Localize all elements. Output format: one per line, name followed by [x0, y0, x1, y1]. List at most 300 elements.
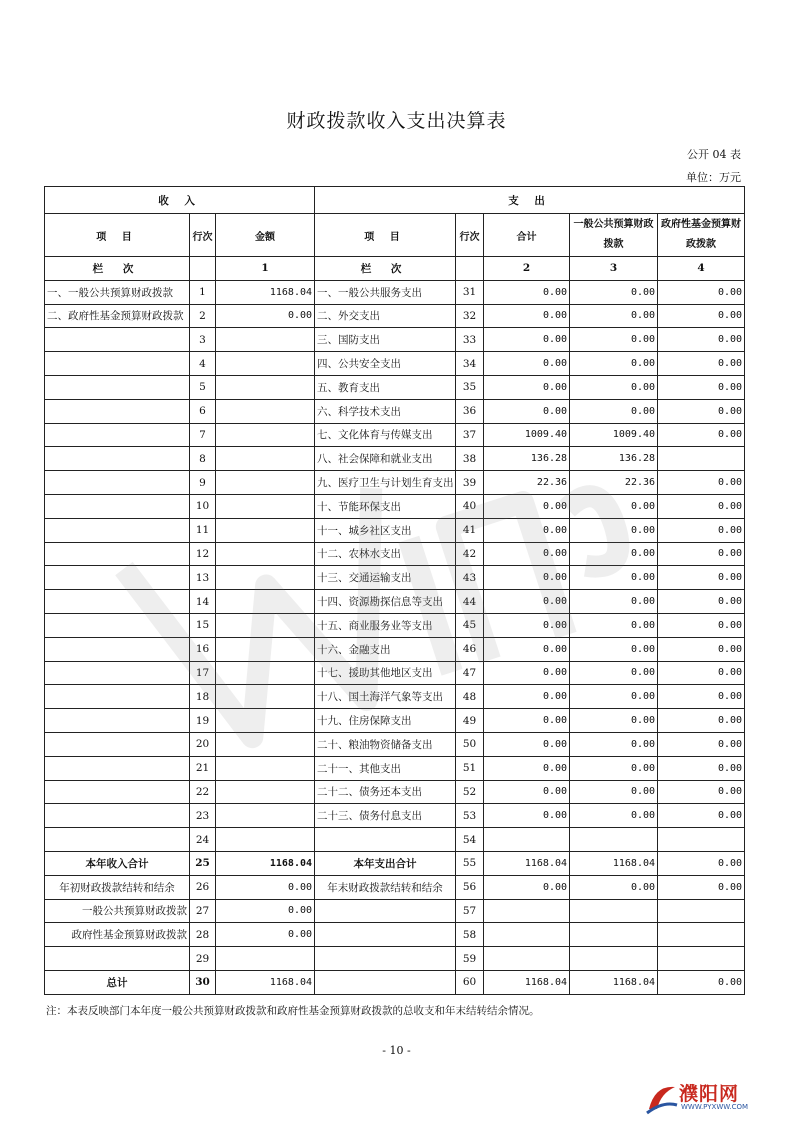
income-row-no-cell: 26: [190, 875, 216, 899]
expense-item-cell: 本年支出合计: [315, 851, 456, 875]
total-cell: 0.00: [484, 375, 570, 399]
gov-fund-cell: [658, 828, 745, 852]
income-amount-cell: [216, 709, 315, 733]
total-cell: 0.00: [484, 518, 570, 542]
logo-swoosh-icon: [645, 1079, 679, 1117]
general-budget-cell: 1009.40: [570, 423, 658, 447]
income-amount-cell: 1168.04: [216, 851, 315, 875]
income-item-cell: [45, 328, 190, 352]
total-cell: [484, 947, 570, 971]
gov-fund-cell: 0.00: [658, 590, 745, 614]
income-amount-cell: [216, 471, 315, 495]
income-amount-cell: [216, 804, 315, 828]
income-item-cell: 总计: [45, 970, 190, 994]
gov-fund-cell: 0.00: [658, 756, 745, 780]
table-row: [45, 709, 745, 733]
income-row-no-cell: 18: [190, 685, 216, 709]
total-header: 合计: [484, 214, 570, 257]
gov-fund-cell: [658, 947, 745, 971]
income-row-no-cell: 21: [190, 756, 216, 780]
table-row: [45, 732, 745, 756]
expense-row-no-cell: 55: [456, 851, 484, 875]
expense-row-no-cell: 35: [456, 375, 484, 399]
expense-item-cell: 五、教育支出: [315, 375, 456, 399]
gov-fund-cell: 0.00: [658, 518, 745, 542]
income-row-no-cell: 30: [190, 970, 216, 994]
expense-item-cell: 年末财政拨款结转和结余: [315, 875, 456, 899]
table-row: [45, 328, 745, 352]
general-budget-cell: 0.00: [570, 613, 658, 637]
expense-row-no-cell: 31: [456, 280, 484, 304]
total-cell: 0.00: [484, 613, 570, 637]
general-budget-cell: 0.00: [570, 280, 658, 304]
general-budget-cell: 0.00: [570, 732, 658, 756]
total-cell: 0.00: [484, 352, 570, 376]
expense-row-no-cell: 33: [456, 328, 484, 352]
gov-fund-cell: 0.00: [658, 494, 745, 518]
expense-row-no-cell: 49: [456, 709, 484, 733]
expense-row-no-cell: 50: [456, 732, 484, 756]
expense-row-no-cell: 45: [456, 613, 484, 637]
expense-row-no-cell: 40: [456, 494, 484, 518]
expense-item-cell: 十四、资源勘探信息等支出: [315, 590, 456, 614]
gov-fund-cell: 0.00: [658, 542, 745, 566]
income-amount-cell: [216, 613, 315, 637]
expense-item-cell: 六、科学技术支出: [315, 399, 456, 423]
income-item-cell: [45, 518, 190, 542]
income-row-no-cell: 6: [190, 399, 216, 423]
expense-row-no-cell: 48: [456, 685, 484, 709]
income-item-cell: [45, 590, 190, 614]
general-budget-cell: 0.00: [570, 780, 658, 804]
general-budget-cell: [570, 947, 658, 971]
total-cell: 136.28: [484, 447, 570, 471]
expense-row-no-cell: 53: [456, 804, 484, 828]
income-item-cell: [45, 637, 190, 661]
total-cell: 0.00: [484, 875, 570, 899]
expense-row-no-cell: 41: [456, 518, 484, 542]
general-budget-cell: 0.00: [570, 375, 658, 399]
gov-fund-cell: 0.00: [658, 423, 745, 447]
general-budget-cell: [570, 828, 658, 852]
total-cell: 0.00: [484, 732, 570, 756]
income-amount-cell: [216, 542, 315, 566]
income-item-cell: [45, 423, 190, 447]
income-amount-cell: [216, 375, 315, 399]
expense-item-cell: 十、节能环保支出: [315, 494, 456, 518]
gov-fund-cell: 0.00: [658, 780, 745, 804]
page-number: - 10 -: [382, 1044, 411, 1057]
income-item-cell: [45, 709, 190, 733]
income-row-no-cell: 27: [190, 899, 216, 923]
total-cell: 1168.04: [484, 970, 570, 994]
expense-item-cell: 二十二、债务还本支出: [315, 780, 456, 804]
income-row-no-cell: 11: [190, 518, 216, 542]
table-row: [45, 542, 745, 566]
income-row-no-cell: 17: [190, 661, 216, 685]
logo-name: 濮阳网: [679, 1083, 740, 1105]
income-amount-cell: [216, 828, 315, 852]
general-budget-cell: 1168.04: [570, 970, 658, 994]
table-row: [45, 970, 745, 994]
table-row: [45, 637, 745, 661]
expense-item-cell: 十三、交通运输支出: [315, 566, 456, 590]
expense-item-cell: 十九、住房保障支出: [315, 709, 456, 733]
expense-item-cell: 七、文化体育与传媒支出: [315, 423, 456, 447]
expense-row-no-cell: 36: [456, 399, 484, 423]
table-row: [45, 613, 745, 637]
income-item-cell: [45, 685, 190, 709]
gov-fund-cell: 0.00: [658, 875, 745, 899]
expense-row-no-cell: 51: [456, 756, 484, 780]
expense-item-cell: 十八、国土海洋气象等支出: [315, 685, 456, 709]
total-cell: 22.36: [484, 471, 570, 495]
income-row-no-cell: 14: [190, 590, 216, 614]
general-budget-cell: 0.00: [570, 542, 658, 566]
col-index-4: 4: [658, 257, 745, 281]
table-row: [45, 899, 745, 923]
income-amount-cell: 1168.04: [216, 280, 315, 304]
gov-fund-cell: 0.00: [658, 970, 745, 994]
total-cell: 0.00: [484, 304, 570, 328]
income-item-cell: [45, 804, 190, 828]
gov-fund-cell: 0.00: [658, 804, 745, 828]
general-budget-cell: [570, 899, 658, 923]
total-cell: 0.00: [484, 756, 570, 780]
income-amount-cell: [216, 661, 315, 685]
expense-item-cell: 十二、农林水支出: [315, 542, 456, 566]
income-amount-cell: [216, 494, 315, 518]
expense-row-no-cell: 58: [456, 923, 484, 947]
income-amount-cell: [216, 352, 315, 376]
total-cell: 0.00: [484, 780, 570, 804]
gov-fund-cell: 0.00: [658, 661, 745, 685]
income-item-cell: 政府性基金预算财政拨款: [45, 923, 190, 947]
general-budget-cell: 0.00: [570, 566, 658, 590]
total-cell: 0.00: [484, 566, 570, 590]
gov-fund-cell: 0.00: [658, 685, 745, 709]
expense-item-cell: [315, 947, 456, 971]
unit-label: 单位：万元: [686, 171, 741, 184]
total-cell: 0.00: [484, 661, 570, 685]
total-cell: 0.00: [484, 280, 570, 304]
income-section-header: 收 入: [45, 187, 315, 214]
income-amount-cell: [216, 685, 315, 709]
general-budget-cell: 0.00: [570, 352, 658, 376]
expense-item-cell: 十五、商业服务业等支出: [315, 613, 456, 637]
general-budget-cell: 0.00: [570, 709, 658, 733]
expense-item-header: 项 目: [315, 214, 456, 257]
gov-fund-cell: 0.00: [658, 304, 745, 328]
total-cell: 0.00: [484, 494, 570, 518]
general-budget-header: 一般公共预算财政拨款: [570, 214, 658, 257]
income-row-no-cell: 9: [190, 471, 216, 495]
gov-fund-cell: 0.00: [658, 375, 745, 399]
general-budget-cell: 0.00: [570, 518, 658, 542]
expense-row-no-cell: 52: [456, 780, 484, 804]
page-title: 财政拨款收入支出决算表: [286, 110, 507, 132]
general-budget-cell: 0.00: [570, 756, 658, 780]
income-item-cell: [45, 542, 190, 566]
income-row-no-cell: 23: [190, 804, 216, 828]
expense-row-no-header: 行次: [456, 214, 484, 257]
income-amount-cell: [216, 447, 315, 471]
expense-row-no-cell: 60: [456, 970, 484, 994]
income-item-cell: [45, 566, 190, 590]
income-row-no-cell: 22: [190, 780, 216, 804]
expense-col-index-blank: [456, 257, 484, 281]
expense-item-cell: 四、公共安全支出: [315, 352, 456, 376]
table-row: [45, 304, 745, 328]
gov-fund-cell: [658, 923, 745, 947]
income-row-no-cell: 1: [190, 280, 216, 304]
expense-item-cell: 十七、援助其他地区支出: [315, 661, 456, 685]
income-col-index-label: 栏 次: [45, 257, 190, 281]
income-item-cell: [45, 780, 190, 804]
table-row: [45, 685, 745, 709]
site-logo[interactable]: [645, 1079, 775, 1119]
income-amount-cell: [216, 328, 315, 352]
expense-row-no-cell: 56: [456, 875, 484, 899]
income-item-cell: 一、一般公共预算财政拨款: [45, 280, 190, 304]
income-col-index-blank: [190, 257, 216, 281]
general-budget-cell: 0.00: [570, 637, 658, 661]
income-item-cell: [45, 399, 190, 423]
expense-row-no-cell: 38: [456, 447, 484, 471]
income-row-no-cell: 25: [190, 851, 216, 875]
income-amount-cell: 0.00: [216, 875, 315, 899]
total-cell: [484, 923, 570, 947]
income-row-no-cell: 19: [190, 709, 216, 733]
income-row-no-cell: 2: [190, 304, 216, 328]
total-cell: 1009.40: [484, 423, 570, 447]
total-cell: 0.00: [484, 542, 570, 566]
income-row-no-cell: 5: [190, 375, 216, 399]
expense-row-no-cell: 57: [456, 899, 484, 923]
table-row: [45, 280, 745, 304]
table-row: [45, 423, 745, 447]
table-row: [45, 447, 745, 471]
total-cell: 0.00: [484, 399, 570, 423]
expense-item-cell: 八、社会保障和就业支出: [315, 447, 456, 471]
expense-row-no-cell: 42: [456, 542, 484, 566]
table-row: [45, 661, 745, 685]
table-row: [45, 352, 745, 376]
expense-row-no-cell: 44: [456, 590, 484, 614]
total-cell: [484, 828, 570, 852]
general-budget-cell: [570, 923, 658, 947]
col-index-3: 3: [570, 257, 658, 281]
income-row-no-cell: 10: [190, 494, 216, 518]
gov-fund-cell: 0.00: [658, 280, 745, 304]
column-index-row: [45, 257, 745, 281]
income-row-no-cell: 16: [190, 637, 216, 661]
table-row: [45, 375, 745, 399]
income-row-no-cell: 28: [190, 923, 216, 947]
expense-row-no-cell: 43: [456, 566, 484, 590]
section-header-row: [45, 187, 745, 214]
income-amount-header: 金额: [216, 214, 315, 257]
gov-fund-cell: 0.00: [658, 352, 745, 376]
expense-col-index-label: 栏 次: [315, 257, 456, 281]
income-item-cell: [45, 661, 190, 685]
income-row-no-cell: 15: [190, 613, 216, 637]
expense-row-no-cell: 34: [456, 352, 484, 376]
expense-item-cell: 二十、粮油物资储备支出: [315, 732, 456, 756]
income-row-no-cell: 7: [190, 423, 216, 447]
expense-item-cell: [315, 899, 456, 923]
gov-fund-cell: 0.00: [658, 566, 745, 590]
income-amount-cell: 0.00: [216, 899, 315, 923]
income-row-no-cell: 29: [190, 947, 216, 971]
total-cell: 0.00: [484, 804, 570, 828]
income-amount-cell: [216, 566, 315, 590]
income-amount-cell: 1168.04: [216, 970, 315, 994]
expense-section-header: 支 出: [315, 187, 745, 214]
general-budget-cell: 0.00: [570, 804, 658, 828]
gov-fund-cell: [658, 899, 745, 923]
income-item-cell: [45, 756, 190, 780]
expense-row-no-cell: 39: [456, 471, 484, 495]
income-item-cell: [45, 494, 190, 518]
table-row: [45, 471, 745, 495]
total-cell: 1168.04: [484, 851, 570, 875]
table-row: [45, 780, 745, 804]
gov-fund-cell: 0.00: [658, 399, 745, 423]
income-amount-cell: 0.00: [216, 304, 315, 328]
income-item-header: 项 目: [45, 214, 190, 257]
income-item-cell: [45, 471, 190, 495]
expense-row-no-cell: 46: [456, 637, 484, 661]
table-row: [45, 399, 745, 423]
income-amount-cell: [216, 518, 315, 542]
general-budget-cell: 0.00: [570, 875, 658, 899]
general-budget-cell: 136.28: [570, 447, 658, 471]
table-row: [45, 804, 745, 828]
table-row: [45, 494, 745, 518]
income-amount-cell: 0.00: [216, 923, 315, 947]
gov-fund-cell: 0.00: [658, 471, 745, 495]
income-row-no-cell: 13: [190, 566, 216, 590]
income-row-no-header: 行次: [190, 214, 216, 257]
expense-item-cell: 二、外交支出: [315, 304, 456, 328]
income-amount-cell: [216, 756, 315, 780]
expense-item-cell: 二十三、债务付息支出: [315, 804, 456, 828]
expense-item-cell: 十一、城乡社区支出: [315, 518, 456, 542]
table-row: [45, 851, 745, 875]
income-row-no-cell: 8: [190, 447, 216, 471]
income-item-cell: [45, 352, 190, 376]
income-item-cell: 本年收入合计: [45, 851, 190, 875]
income-row-no-cell: 20: [190, 732, 216, 756]
income-item-cell: 二、政府性基金预算财政拨款: [45, 304, 190, 328]
table-row: [45, 518, 745, 542]
table-row: [45, 947, 745, 971]
expense-row-no-cell: 59: [456, 947, 484, 971]
expense-row-no-cell: 47: [456, 661, 484, 685]
income-row-no-cell: 12: [190, 542, 216, 566]
income-row-no-cell: 24: [190, 828, 216, 852]
general-budget-cell: 0.00: [570, 328, 658, 352]
general-budget-cell: 22.36: [570, 471, 658, 495]
table-row: [45, 828, 745, 852]
logo-url: WWW.PYXWW.COM: [681, 1103, 749, 1111]
general-budget-cell: 0.00: [570, 399, 658, 423]
total-cell: 0.00: [484, 590, 570, 614]
expense-item-cell: 十六、金融支出: [315, 637, 456, 661]
income-item-cell: [45, 947, 190, 971]
income-item-cell: [45, 447, 190, 471]
income-item-cell: 一般公共预算财政拨款: [45, 899, 190, 923]
total-cell: 0.00: [484, 685, 570, 709]
total-cell: [484, 899, 570, 923]
column-header-row: [45, 214, 745, 257]
table-row: [45, 756, 745, 780]
expense-item-cell: [315, 828, 456, 852]
finance-table: [44, 186, 745, 995]
income-item-cell: [45, 828, 190, 852]
total-cell: 0.00: [484, 637, 570, 661]
income-amount-cell: [216, 590, 315, 614]
income-amount-cell: [216, 423, 315, 447]
expense-item-cell: 一、一般公共服务支出: [315, 280, 456, 304]
col-index-2: 2: [484, 257, 570, 281]
expense-row-no-cell: 32: [456, 304, 484, 328]
total-cell: 0.00: [484, 709, 570, 733]
expense-item-cell: 三、国防支出: [315, 328, 456, 352]
expense-row-no-cell: 37: [456, 423, 484, 447]
expense-item-cell: [315, 923, 456, 947]
general-budget-cell: 0.00: [570, 685, 658, 709]
income-item-cell: [45, 375, 190, 399]
income-amount-cell: [216, 732, 315, 756]
table-row: [45, 590, 745, 614]
general-budget-cell: 0.00: [570, 304, 658, 328]
income-amount-cell: [216, 399, 315, 423]
expense-item-cell: 九、医疗卫生与计划生育支出: [315, 471, 456, 495]
income-item-cell: [45, 613, 190, 637]
gov-fund-cell: 0.00: [658, 732, 745, 756]
expense-item-cell: 二十一、其他支出: [315, 756, 456, 780]
income-row-no-cell: 4: [190, 352, 216, 376]
general-budget-cell: 0.00: [570, 494, 658, 518]
expense-row-no-cell: 54: [456, 828, 484, 852]
income-item-cell: [45, 732, 190, 756]
income-row-no-cell: 3: [190, 328, 216, 352]
gov-fund-cell: [658, 447, 745, 471]
gov-fund-cell: 0.00: [658, 328, 745, 352]
table-row: [45, 566, 745, 590]
gov-fund-cell: 0.00: [658, 851, 745, 875]
footnote: 注：本表反映部门本年度一般公共预算财政拨款和政府性基金预算财政拨款的总收支和年末结转结余情况。: [46, 1005, 540, 1017]
general-budget-cell: 0.00: [570, 661, 658, 685]
general-budget-cell: 0.00: [570, 590, 658, 614]
col-index-1: 1: [216, 257, 315, 281]
total-cell: 0.00: [484, 328, 570, 352]
table-row: [45, 875, 745, 899]
gov-fund-cell: 0.00: [658, 637, 745, 661]
gov-fund-header: 政府性基金预算财政拨款: [658, 214, 745, 257]
income-item-cell: 年初财政拨款结转和结余: [45, 875, 190, 899]
income-amount-cell: [216, 637, 315, 661]
form-number: 公开 04 表: [687, 148, 741, 161]
expense-item-cell: [315, 970, 456, 994]
gov-fund-cell: 0.00: [658, 613, 745, 637]
general-budget-cell: 1168.04: [570, 851, 658, 875]
table-row: [45, 923, 745, 947]
income-amount-cell: [216, 947, 315, 971]
income-amount-cell: [216, 780, 315, 804]
